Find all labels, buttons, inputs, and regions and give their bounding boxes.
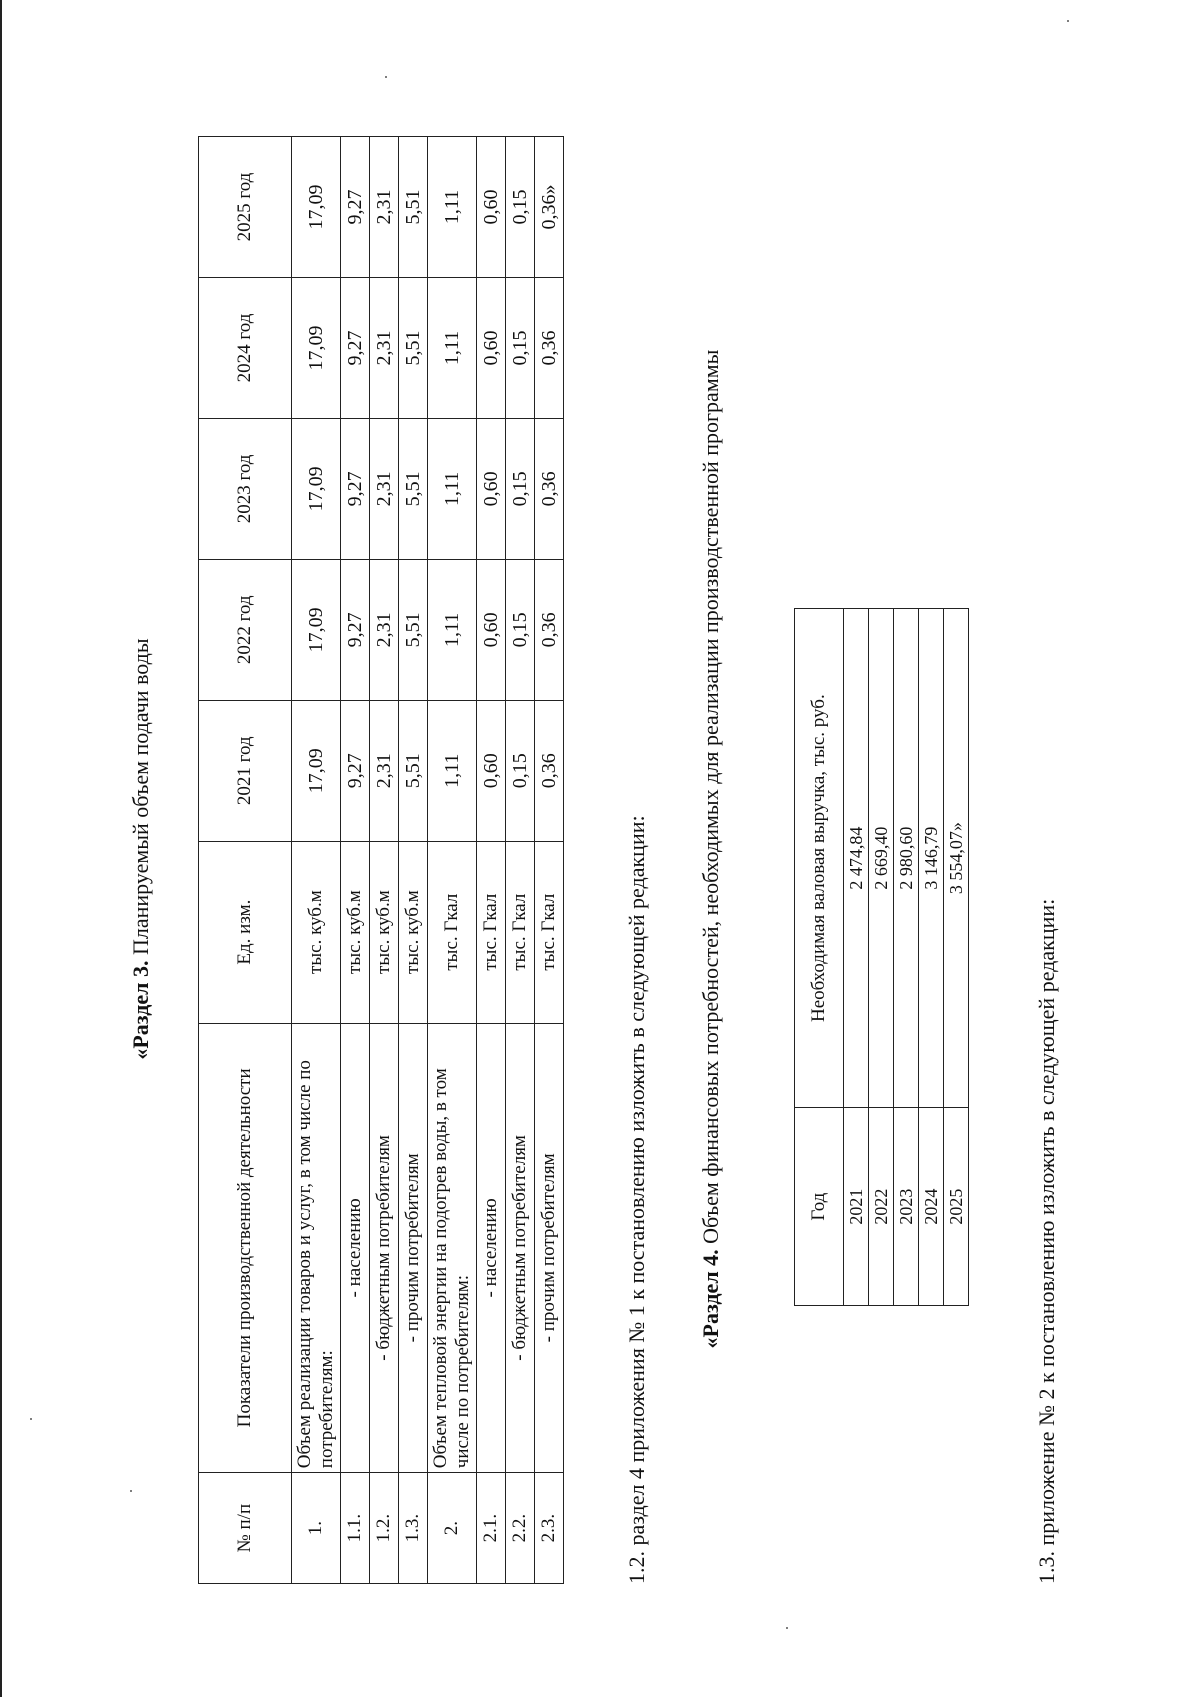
value-cell: 1,11 bbox=[428, 418, 477, 559]
value-cell: 0,36» bbox=[535, 137, 564, 278]
unit-cell: тыс. Гкал bbox=[506, 841, 535, 1023]
year-cell: 2024 bbox=[919, 1108, 944, 1306]
column-header: Год bbox=[795, 1108, 844, 1306]
row-number: 2. bbox=[428, 1473, 477, 1584]
unit-cell: тыс. Гкал bbox=[428, 841, 477, 1023]
value-cell: 1,11 bbox=[428, 137, 477, 278]
table-row bbox=[894, 609, 919, 1306]
value-cell: 17,09 bbox=[292, 559, 341, 700]
column-header: 2022 год bbox=[199, 559, 292, 700]
value-cell: 0,60 bbox=[477, 278, 506, 419]
table-header-row bbox=[199, 137, 292, 1584]
table-row bbox=[428, 137, 477, 1584]
value-cell: 2,31 bbox=[370, 559, 399, 700]
value-cell: 9,27 bbox=[341, 559, 370, 700]
value-cell: 5,51 bbox=[399, 700, 428, 841]
value-cell: 5,51 bbox=[399, 137, 428, 278]
row-number: 1.3. bbox=[399, 1473, 428, 1584]
column-header: Показатели производственной деятельности bbox=[199, 1023, 292, 1473]
table-row bbox=[944, 609, 969, 1306]
table-row bbox=[869, 609, 894, 1306]
revenue-value: 3 146,79 bbox=[919, 609, 944, 1108]
table-row bbox=[292, 137, 341, 1584]
section-3-heading: «Раздел 3. Планируемый объем подачи воды bbox=[128, 638, 153, 1060]
value-cell: 9,27 bbox=[341, 418, 370, 559]
value-cell: 5,51 bbox=[399, 418, 428, 559]
value-cell: 0,36 bbox=[535, 278, 564, 419]
paragraph-1-2: 1.2. раздел 4 приложения № 1 к постановлению изложить в следующей редакции: bbox=[624, 815, 649, 1584]
column-header: Ед. изм. bbox=[199, 841, 292, 1023]
indicator-name: - бюджетным потребителям bbox=[370, 1023, 399, 1473]
table-row bbox=[506, 137, 535, 1584]
year-cell: 2025 bbox=[944, 1108, 969, 1306]
value-cell: 0,60 bbox=[477, 418, 506, 559]
unit-cell: тыс. куб.м bbox=[370, 841, 399, 1023]
value-cell: 17,09 bbox=[292, 700, 341, 841]
table-row bbox=[844, 609, 869, 1306]
row-number: 1. bbox=[292, 1473, 341, 1584]
column-header: 2024 год bbox=[199, 278, 292, 419]
indicator-name: - населению bbox=[477, 1023, 506, 1473]
year-cell: 2023 bbox=[894, 1108, 919, 1306]
table-header-row bbox=[795, 609, 844, 1306]
indicator-name: Объем реализации товаров и услуг, в том числе по потребителям: bbox=[292, 1023, 341, 1473]
value-cell: 17,09 bbox=[292, 137, 341, 278]
unit-cell: тыс. куб.м bbox=[341, 841, 370, 1023]
indicator-name: - населению bbox=[341, 1023, 370, 1473]
value-cell: 0,15 bbox=[506, 559, 535, 700]
value-cell: 9,27 bbox=[341, 700, 370, 841]
value-cell: 2,31 bbox=[370, 700, 399, 841]
value-cell: 0,60 bbox=[477, 137, 506, 278]
indicator-name: - прочим потребителям bbox=[535, 1023, 564, 1473]
paragraph-1-3: 1.3. приложение № 2 к постановлению изложить в следующей редакции: bbox=[1034, 898, 1059, 1584]
revenue-value: 2 980,60 bbox=[894, 609, 919, 1108]
unit-cell: тыс. Гкал bbox=[477, 841, 506, 1023]
value-cell: 17,09 bbox=[292, 418, 341, 559]
value-cell: 0,15 bbox=[506, 700, 535, 841]
revenue-table bbox=[794, 608, 969, 1306]
table-row bbox=[477, 137, 506, 1584]
table-row bbox=[399, 137, 428, 1584]
column-header: 2025 год bbox=[199, 137, 292, 278]
value-cell: 1,11 bbox=[428, 278, 477, 419]
value-cell: 2,31 bbox=[370, 137, 399, 278]
table-row bbox=[919, 609, 944, 1306]
column-header: № п/п bbox=[199, 1473, 292, 1584]
document-content bbox=[0, 114, 1200, 1584]
column-header: 2021 год bbox=[199, 700, 292, 841]
value-cell: 9,27 bbox=[341, 278, 370, 419]
table-row bbox=[370, 137, 399, 1584]
value-cell: 0,36 bbox=[535, 559, 564, 700]
year-cell: 2021 bbox=[844, 1108, 869, 1306]
unit-cell: тыс. куб.м bbox=[292, 841, 341, 1023]
unit-cell: тыс. куб.м bbox=[399, 841, 428, 1023]
revenue-value: 2 669,40 bbox=[869, 609, 894, 1108]
value-cell: 1,11 bbox=[428, 700, 477, 841]
row-number: 1.1. bbox=[341, 1473, 370, 1584]
value-cell: 2,31 bbox=[370, 418, 399, 559]
row-number: 2.2. bbox=[506, 1473, 535, 1584]
indicator-name: - прочим потребителям bbox=[399, 1023, 428, 1473]
revenue-value: 2 474,84 bbox=[844, 609, 869, 1108]
value-cell: 2,31 bbox=[370, 278, 399, 419]
value-cell: 1,11 bbox=[428, 559, 477, 700]
unit-cell: тыс. Гкал bbox=[535, 841, 564, 1023]
column-header: Необходимая валовая выручка, тыс. руб. bbox=[795, 609, 844, 1108]
value-cell: 5,51 bbox=[399, 559, 428, 700]
value-cell: 0,15 bbox=[506, 278, 535, 419]
value-cell: 0,15 bbox=[506, 137, 535, 278]
section-4-heading: «Раздел 4. Объем финансовых потребностей, необходимых для реализации производственной программы bbox=[698, 349, 723, 1349]
column-header: 2023 год bbox=[199, 418, 292, 559]
production-indicators-table bbox=[198, 136, 564, 1584]
value-cell: 0,15 bbox=[506, 418, 535, 559]
row-number: 2.3. bbox=[535, 1473, 564, 1584]
year-cell: 2022 bbox=[869, 1108, 894, 1306]
value-cell: 0,36 bbox=[535, 700, 564, 841]
indicator-name: Объем тепловой энергии на подогрев воды, в том числе по потребителям: bbox=[428, 1023, 477, 1473]
value-cell: 5,51 bbox=[399, 278, 428, 419]
indicator-name: - бюджетным потребителям bbox=[506, 1023, 535, 1473]
value-cell: 0,60 bbox=[477, 559, 506, 700]
value-cell: 17,09 bbox=[292, 278, 341, 419]
value-cell: 0,36 bbox=[535, 418, 564, 559]
table-row bbox=[341, 137, 370, 1584]
revenue-value: 3 554,07» bbox=[944, 609, 969, 1108]
value-cell: 9,27 bbox=[341, 137, 370, 278]
value-cell: 0,60 bbox=[477, 700, 506, 841]
row-number: 1.2. bbox=[370, 1473, 399, 1584]
table-row bbox=[535, 137, 564, 1584]
row-number: 2.1. bbox=[477, 1473, 506, 1584]
